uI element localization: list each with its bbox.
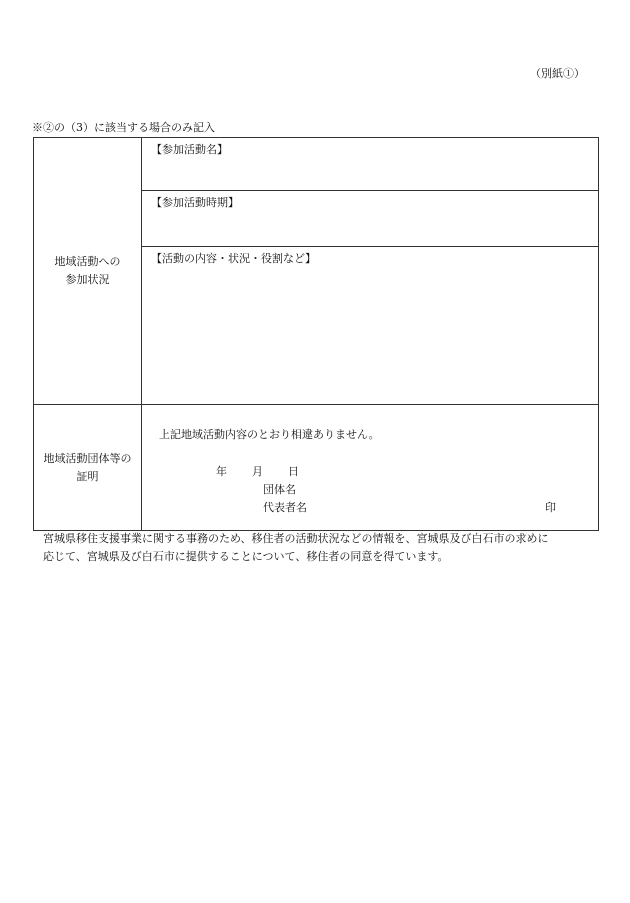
representative-label: 代表者名 — [263, 501, 307, 514]
participation-label-cell — [34, 138, 142, 405]
activity-period-label: 【参加活動時期】 — [151, 196, 239, 209]
seal-mark: 印 — [545, 501, 556, 514]
annex-label: （別紙①） — [530, 67, 585, 80]
certification-label-line2: 証明 — [76, 469, 99, 483]
instruction-note: ※②の（3）に該当する場合のみ記入 — [32, 121, 215, 134]
date-month-label: 月 — [252, 465, 263, 478]
org-name-label: 団体名 — [263, 483, 296, 496]
date-day-label: 日 — [288, 465, 299, 478]
certification-label-cell — [34, 405, 142, 531]
certification-field[interactable] — [142, 405, 599, 531]
participation-label-line2: 参加状況 — [65, 273, 110, 286]
consent-line1: 宮城県移住支援事業に関する事務のため、移住者の活動状況などの情報を、宮城県及び白石市の求めに — [43, 532, 549, 545]
certification-label-line1: 地域活動団体等の — [43, 451, 132, 465]
consent-line2: 応じて、宮城県及び白石市に提供することについて、移住者の同意を得ています。 — [43, 550, 449, 563]
certification-statement: 上記地域活動内容のとおり相違ありません。 — [159, 428, 380, 441]
activity-details-field[interactable] — [142, 247, 599, 405]
activity-details-label: 【活動の内容・状況・役割など】 — [151, 252, 316, 265]
activity-name-label: 【参加活動名】 — [151, 143, 228, 156]
date-year-label: 年 — [216, 465, 227, 478]
participation-label-line1: 地域活動への — [54, 255, 121, 269]
activity-name-field[interactable] — [142, 138, 599, 191]
activity-form-table — [33, 137, 599, 531]
consent-statement — [43, 530, 591, 566]
activity-period-field[interactable] — [142, 191, 599, 247]
